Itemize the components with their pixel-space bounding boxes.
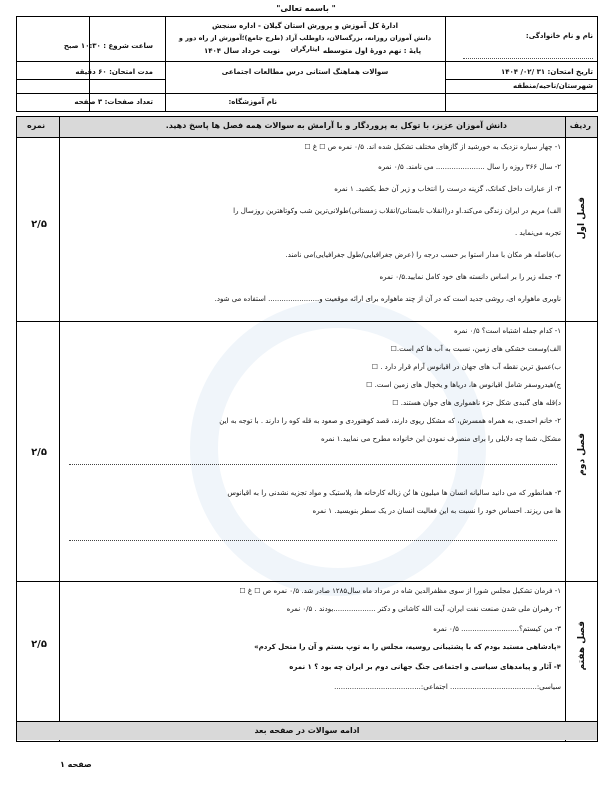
pages-count: تعداد صفحات: ۳ صفحه xyxy=(74,98,153,106)
q2-1c: ج)هیدروسفر شامل اقیانوس ها، دریاها و یخچال های زمین است. ☐ xyxy=(366,381,561,389)
q1-3: ۳- از عبارات داخل کمانک، گزینه درست را انتخاب و زیر آن خط بکشید. ۱ نمره xyxy=(334,185,561,193)
q2-1d: د)قله های گنبدی شکل جزء ناهمواری های جوان هستند. ☐ xyxy=(392,399,561,407)
answer-line[interactable] xyxy=(69,539,557,541)
q3-1: ۱- فرمان تشکیل مجلس شورا از سوی مظفرالدین شاه در مرداد ماه سال۱۲۸۵ صادر شد. ۰/۵ نمره ص ☐ غ ☐ xyxy=(239,587,561,595)
q3-4: ۴- آثار و پیامدهای سیاسی و اجتماعی جنگ جهانی دوم بر ایران چه بود ؟ ۱ نمره xyxy=(289,663,561,671)
q1-3a: الف) مریم در ایران زندگی می‌کند.او در(انقلاب تابستانی/انقلاب زمستانی)طولانی‌ترین شب وکوتاهترین روزسال را xyxy=(233,207,561,215)
q2-2: ۲- خانم احمدی، به همراه همسرش، که مشکل ریوی دارند، قصد کوهنوردی و صعود به قله کوه را دارند . با توجه به این xyxy=(219,417,561,425)
q1-3a-cont: تجربه می‌نماید . xyxy=(514,229,561,237)
section-label-3: فصل هفتم xyxy=(577,621,587,671)
org-line1: ادارهٔ کل آموزش و پرورش استان گیلان - اداره سنجش xyxy=(211,22,399,30)
col-score-header: نمره xyxy=(27,121,46,130)
city-label: شهرستان/ناحیه/منطقه xyxy=(512,82,593,90)
q3-2: ۲- رهبران ملی شدن صنعت نفت ایران، آیت الله کاشانی و دکتر ...................بودند . ۰/۵ نمره xyxy=(286,605,561,613)
q3-3: ۳- من کیستم؟.......................... ۰/۵ نمره xyxy=(433,625,561,633)
continue-bar: ادامه سوالات در صفحه بعد xyxy=(17,721,597,740)
instruction: دانش آموزان عزیز، با توکل به پروردگار و با آرامش به سوالات همه فصل ها پاسخ دهید. xyxy=(165,121,507,130)
exam-header xyxy=(16,16,598,112)
q2-1b: ب)عمیق ترین نقطه آب های جهان در اقیانوس آرام قرار دارد . ☐ xyxy=(371,363,561,371)
exam-date: تاریخ امتحان: ۳۱ /۰۲/ ۱۴۰۴ xyxy=(500,68,593,76)
q1-3b: ب)فاصله هر مکان با مدار استوا بر حسب درجه را (عرض جغرافیایی/طول جغرافیایی)می نامند. xyxy=(285,251,561,259)
name-label: نام و نام خانوادگی: xyxy=(525,32,593,40)
section-score-2: ۲/۵ xyxy=(31,447,47,458)
questions-table xyxy=(16,116,598,742)
q2-1a: الف)وسعت خشکی های زمین، نسبت به آب ها کم است.☐ xyxy=(390,345,561,353)
answer-line[interactable] xyxy=(69,463,557,465)
q2-3: ۳- همانطور که می دانید سالیانه انسان ها میلیون ها تُن زباله کارخانه ها، پلاستیک و مواد تجزیه نشدنی را به اقیانوس xyxy=(227,489,561,497)
q2-1: ۱- کدام جمله اشتباه است؟ ۰/۵ نمره xyxy=(453,327,561,335)
q3-4-answers: سیاسی:....................................... اجتماعی:....................................... xyxy=(334,683,561,691)
section-score-3: ۲/۵ xyxy=(31,639,47,650)
bismillah: " باسمه تعالی" xyxy=(276,4,336,13)
duration: مدت امتحان: ۶۰ دقیقه xyxy=(75,68,153,76)
section-label-2: فصل دوم xyxy=(577,433,587,476)
section-score-1: ۲/۵ xyxy=(31,219,47,230)
q1-4: ۴- جمله زیر را بر اساس دانسته های خود کامل نمایید.۰/۵ نمره xyxy=(379,273,561,281)
q1-4-text: ناوبری ماهواره ای، روشی جدید است که در آن از چند ماهواره برای ارائه موقعیت و....................... استفاده می شود. xyxy=(214,295,561,303)
start-time: ساعت شروع : ۱۰:۳۰ صبح xyxy=(63,42,153,50)
q2-3-cont: ها می ریزند. احساس خود را نسبت به این فعالیت انسان در یک سطر بنویسید. ۱ نمره xyxy=(312,507,561,515)
q2-2-cont: مشکل، شما چه دلایلی را برای منصرف نمودن این خانواده مطرح می نمایید.۱ نمره xyxy=(321,435,561,443)
grade: پایهٔ : نهم دورهٔ اول متوسطه xyxy=(322,47,422,55)
org-line2: دانش آموزان روزانه، بزرگسالان، داوطلب آزاد (طرح جامع)؛آموزش از راه دور و ایثارگران xyxy=(178,34,432,53)
q1-2: ۲- سال ۳۶۶ روزه را سال ...................... می نامند. ۰/۵ نمره xyxy=(378,163,561,171)
q3-3-quote: «پادشاهی مستبد بودم که با پشتیبانی روسیه، مجلس را به توپ بستم و آن را منحل کردم» xyxy=(254,643,561,651)
section-label-1: فصل اول xyxy=(577,197,587,240)
col-row-header: ردیف xyxy=(569,121,591,130)
page-number: صفحه ۱ xyxy=(60,760,92,769)
subject: سوالات هماهنگ استانی درس مطالعات اجتماعی xyxy=(221,68,389,76)
school-label: نام آموزشگاه: xyxy=(228,98,277,106)
q1-1: ۱- چهار سیاره نزدیک به خورشید از گازهای مختلف تشکیل شده اند. ۰/۵ نمره ص ☐ غ ☐ xyxy=(304,143,561,151)
session: نوبت خرداد سال ۱۴۰۴ xyxy=(203,47,281,55)
title-bar xyxy=(17,117,597,138)
